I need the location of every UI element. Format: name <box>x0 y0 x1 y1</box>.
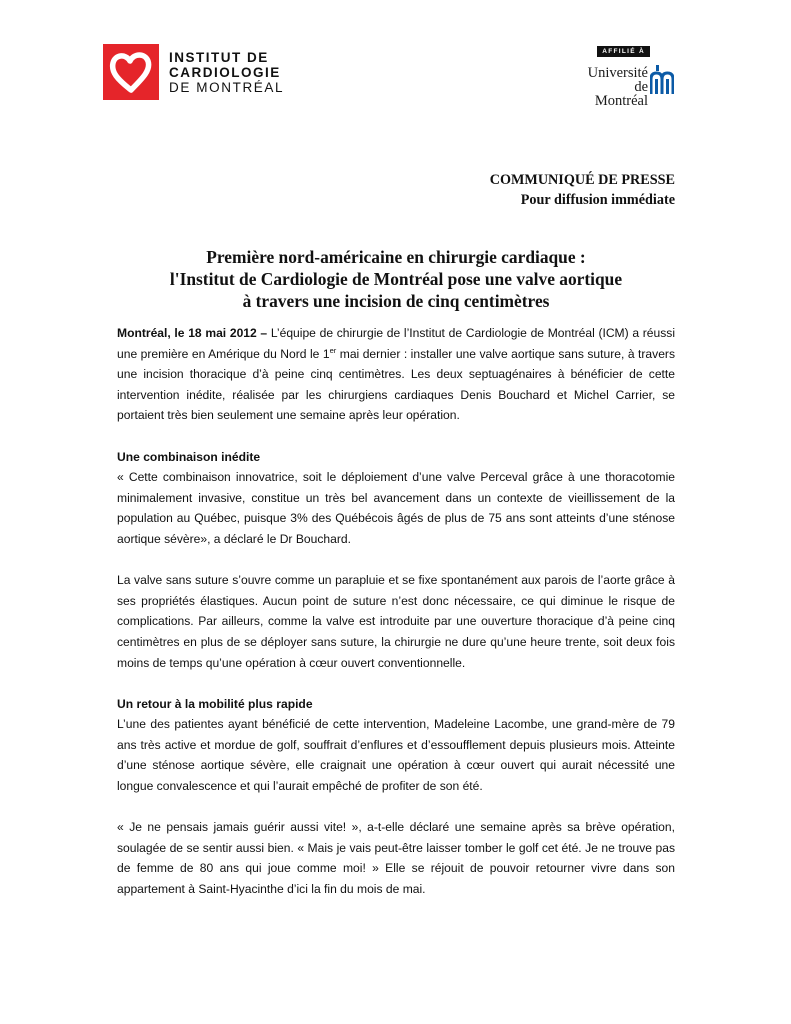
title-line1: Première nord-américaine en chirurgie cardiaque : <box>206 247 586 267</box>
title-line3: à travers une incision de cinq centimètres <box>242 291 550 311</box>
valve-paragraph: La valve sans suture s’ouvre comme un parapluie et se fixe spontanément aux parois de l’aorte grâce à ses propriétés élastiques. Aucun point de suture n’est donc nécessaire, ce qui diminue le risque de complications. Par ailleurs, comme la valve est introduite par une ouverture thoracique d’à peine cinq centimètres en plus de se déployer sans suture, la chirurgie ne dure qu’une heure trente, soit deux fois moins de temps qu’une opération à cœur ouvert conventionnelle. <box>117 573 675 670</box>
press-label-line1: COMMUNIQUÉ DE PRESSE <box>489 172 675 188</box>
icm-wordmark <box>169 50 284 95</box>
icm-name-line2: CARDIOLOGIE <box>169 64 281 80</box>
section-heading-combinaison: Une combinaison inédite <box>117 449 261 464</box>
icm-logo <box>103 44 284 100</box>
icm-name-line3: DE MONTRÉAL <box>169 79 285 95</box>
intro-text-b: mai dernier : installer une valve aortique sans suture, à travers une incision thoracique d’à peine cinq centimètres. Les deux septuagénaires à bénéficier de cette intervention inédite, réalisée par les chirurgiens cardiaques Denis Bouchard et Michel Carrier, se portaient très bien seulement une semaine après leur opération. <box>117 346 675 423</box>
release-title <box>117 246 675 312</box>
udem-name-line1: Université <box>587 65 648 81</box>
dateline: Montréal, le 18 mai 2012 – <box>117 326 268 340</box>
heart-logo-icon <box>103 44 159 100</box>
patient-quote-paragraph: « Je ne pensais jamais guérir aussi vite! », a-t-elle déclaré une semaine après sa brève opération, soulagée de se sentir aussi bien. « Mais je vais peut-être laisser tomber le golf cet été. Je ne trouve pas de femme de 80 ans qui joue comme moi! » Elle se réjouit de pouvoir retourner vivre dans son appartement à Saint-Hyacinthe d’ici la fin du mois de mai. <box>117 820 675 897</box>
udem-logo <box>578 46 674 109</box>
quote-paragraph: « Cette combinaison innovatrice, soit le déploiement d’une valve Perceval grâce à une thoracotomie minimalement invasive, constitue un très bel avancement dans un contexte de vieillissement de la population au Québec, puisque 3% des Québécois âgés de plus de 75 ans sont atteints d’une sténose aortique sévère», a déclaré le Dr Bouchard. <box>117 470 675 546</box>
section-heading-mobilite: Un retour à la mobilité plus rapide <box>117 696 313 711</box>
patient-paragraph: L’une des patientes ayant bénéficié de cette intervention, Madeleine Lacombe, une grand-mère de 79 ans très active et mordue de golf, souffrait d’enflures et d’essoufflement depuis plusieurs mois. Atteinte d’une sténose aortique sévère, elle craignait une opération à cœur ouvert qui aurait nécessité une longue convalescence et qui l’aurait empêché de profiter de son été. <box>117 717 675 794</box>
release-body <box>117 323 675 900</box>
udem-wordmark <box>578 66 648 108</box>
ordinal-superscript: er <box>329 345 337 355</box>
title-line2: l'Institut de Cardiologie de Montréal pose une valve aortique <box>169 269 623 289</box>
affiliation-badge: AFFILIÉ À <box>597 46 650 57</box>
udem-name-line2: de Montréal <box>594 79 648 109</box>
intro-text-a: L’équipe de chirurgie de l’Institut de Cardiologie de Montréal (ICM) a réussi une première en Amérique du Nord le 1 <box>117 326 676 361</box>
press-label-line2: Pour diffusion immédiate <box>520 191 675 208</box>
icm-name-line1: INSTITUT DE <box>169 49 269 65</box>
intro-paragraph <box>117 323 675 426</box>
udem-arches-icon <box>650 65 674 95</box>
press-label <box>490 171 675 210</box>
